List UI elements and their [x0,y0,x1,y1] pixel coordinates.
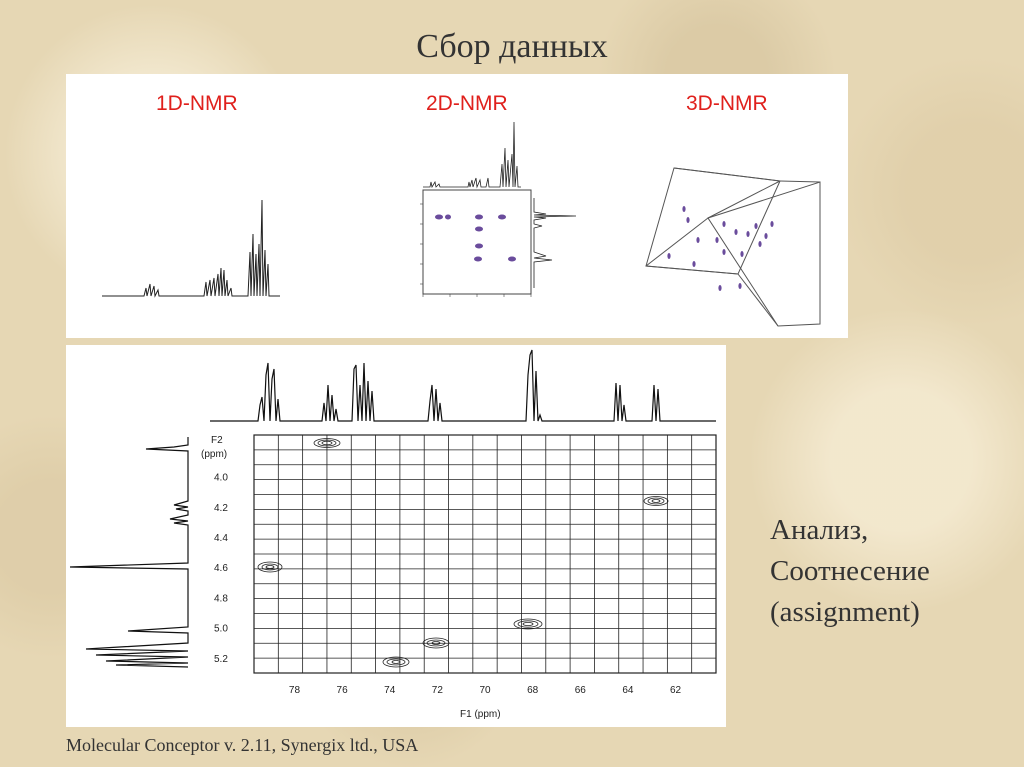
x-tick-labels [289,685,682,696]
x-tick-label: 78 [288,685,301,696]
x-tick-label: 66 [574,685,586,696]
hsqc-spectrum-panel [66,345,726,727]
hsqc-spectrum [66,345,726,727]
y-tick-label: 4.8 [214,593,228,605]
label-3d-nmr: 3D-NMR [686,92,768,115]
f2-axis-label: F2 [211,435,223,446]
f1-projection [210,350,716,421]
analysis-line-2: Соотнесение [770,555,930,587]
f2-projection [70,437,188,667]
nmr-types-panel [66,74,848,338]
y-tick-labels [214,473,228,665]
label-2d-nmr: 2D-NMR [426,92,508,115]
cube-3d [646,168,820,326]
f1-axis-label: F1 (ppm) [460,709,501,720]
analysis-line-3: (assignment) [770,596,920,628]
y-tick-label: 4.6 [214,563,228,575]
spectrum-2d-mini [420,122,576,297]
y-tick-label: 4.4 [214,533,228,544]
x-tick-label: 68 [527,685,539,696]
crosspeaks [258,439,668,668]
y-tick-label: 4.2 [214,502,228,514]
y-tick-label: 5.0 [214,623,228,635]
x-tick-label: 70 [479,685,491,696]
analysis-line-1: Анализ, [770,514,869,546]
y-tick-label: 5.2 [214,653,228,665]
f2-axis-unit: (ppm) [201,449,228,460]
x-tick-label: 76 [336,685,348,696]
footer-credit: Molecular Conceptor v. 2.11, Synergix ltd., USA [66,735,419,755]
slide-title: Сбор данных [416,28,608,65]
x-tick-label: 74 [384,685,396,696]
analysis-caption [770,510,930,633]
x-tick-label: 64 [622,685,634,696]
nmr-illustrations [66,74,848,338]
spectrum-grid [254,435,716,673]
y-tick-label: 4.0 [214,472,228,484]
spectrum-1d [102,200,280,296]
label-1d-nmr: 1D-NMR [156,92,238,115]
x-tick-label: 62 [669,685,682,696]
cube-crosspeaks [667,206,773,291]
x-tick-label: 72 [431,685,443,696]
